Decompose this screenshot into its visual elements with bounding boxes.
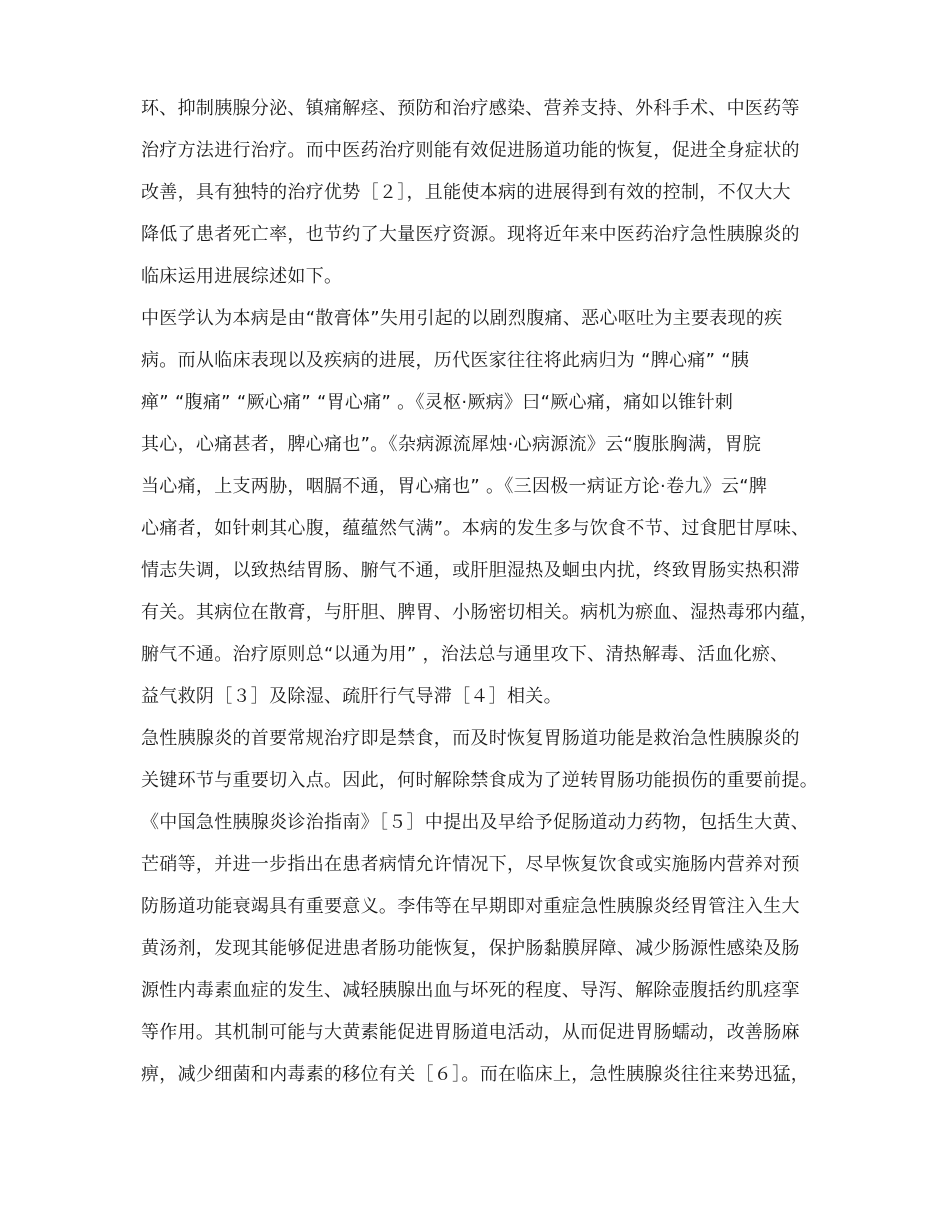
text-line: 等作用。其机制可能与大黄素能促进胃肠道电活动，从而促进胃肠蠕动，改善肠麻: [141, 1022, 800, 1043]
text-line: 降低了患者死亡率，也节约了大量医疗资源。现将近年来中医药治疗急性胰腺炎的: [141, 224, 800, 245]
text-line: 芒硝等，并进一步指出在患者病情允许情况下，尽早恢复饮食或实施肠内营养对预: [141, 854, 800, 875]
text-line: 中医学认为本病是由“散膏体”失用引起的以剧烈腹痛、恶心呕吐为主要表现的疾: [141, 308, 783, 329]
text-line: 关键环节与重要切入点。因此，何时解除禁食成为了逆转胃肠功能损伤的重要前提。: [141, 770, 819, 791]
text-line: 《中国急性胰腺炎诊治指南》［５］中提出及早给予促肠道动力药物，包括生大黄、: [141, 812, 810, 833]
text-line: 防肠道功能衰竭具有重要意义。李伟等在早期即对重症急性胰腺炎经胃管注入生大: [141, 896, 800, 917]
text-line: 瘅” “腹痛” “厥心痛” “胃心痛” 。《灵枢·厥病》曰“厥心痛，痛如以锥针刺: [141, 392, 734, 413]
text-line: 益气救阴［３］及除湿、疏肝行气导滞［４］相关。: [141, 686, 562, 707]
text-line: 临床运用进展综述如下。: [141, 266, 343, 287]
text-line: 其心，心痛甚者，脾心痛也”。《杂病源流犀烛·心病源流》云“腹胀胸满，胃脘: [141, 434, 762, 455]
text-line: 痹，减少细菌和内毒素的移位有关［６］。而在临床上，急性胰腺炎往往来势迅猛，: [141, 1064, 810, 1085]
text-line: 改善，具有独特的治疗优势［２］，且能使本病的进展得到有效的控制，不仅大大: [141, 182, 791, 203]
text-line: 治疗方法进行治疗。而中医药治疗则能有效促进肠道功能的恢复，促进全身症状的: [141, 140, 800, 161]
text-line: 环、抑制胰腺分泌、镇痛解痉、预防和治疗感染、营养支持、外科手术、中医药等: [141, 98, 800, 119]
text-line: 源性内毒素血症的发生、减轻胰腺出血与坏死的程度、导泻、解除壶腹括约肌痉挛: [141, 980, 800, 1001]
text-line: 心痛者，如针刺其心腹，蕴蕴然气满”。本病的发生多与饮食不节、过食肥甘厚味、: [141, 518, 810, 539]
text-line: 急性胰腺炎的首要常规治疗即是禁食，而及时恢复胃肠道功能是救治急性胰腺炎的: [141, 728, 800, 749]
text-line: 黄汤剂，发现其能够促进患者肠功能恢复，保护肠黏膜屏障、减少肠源性感染及肠: [141, 938, 800, 959]
text-line: 腑气不通。治疗原则总“以通为用” ，治法总与通里攻下、清热解毒、活血化瘀、: [141, 644, 789, 665]
text-line: 当心痛，上支两胁，咽膈不通，胃心痛也” 。《三因极一病证方论·卷九》云“脾: [141, 476, 768, 497]
text-line: 有关。其病位在散膏，与肝胆、脾胃、小肠密切相关。病机为瘀血、湿热毒邪内蕴，: [141, 602, 819, 623]
text-line: 病。而从临床表现以及疾病的进展，历代医家往往将此病归为 “脾心痛” “胰: [141, 350, 750, 371]
text-line: 情志失调，以致热结胃肠、腑气不通，或肝胆湿热及蛔虫内扰，终致胃肠实热积滞: [141, 560, 800, 581]
